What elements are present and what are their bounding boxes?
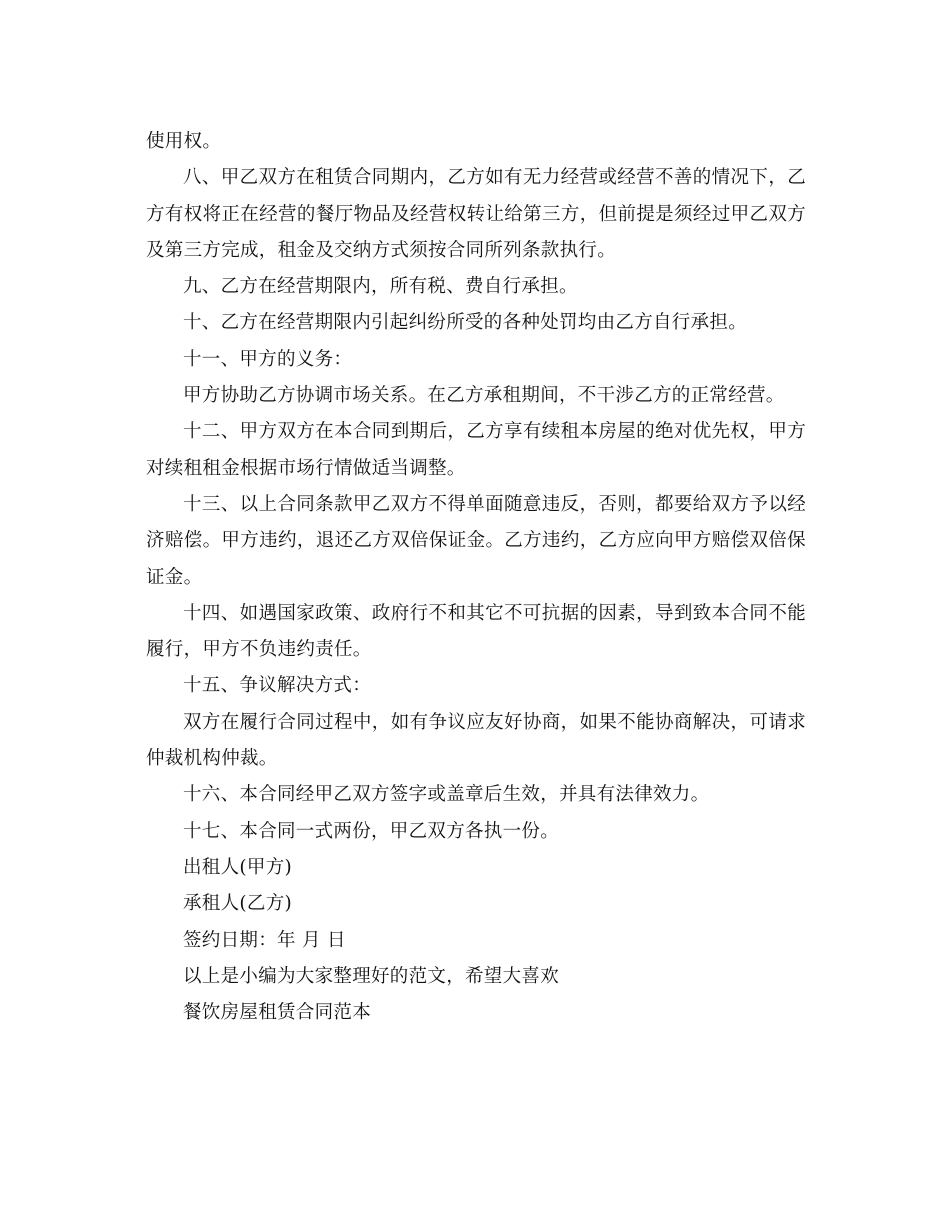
clause-15-body: 双方在履行合同过程中，如有争议应友好协商，如果不能协商解决，可请求仲裁机构仲裁。 [146,711,806,770]
document-body [146,124,806,1031]
closing-note: 以上是小编为大家整理好的范文，希望大喜欢 [183,965,560,987]
paragraph-usage-right-end: 使用权。 [146,131,222,152]
clause-11-body: 甲方协助乙方协调市场关系。在乙方承租期间，不干涉乙方的正常经营。 [183,385,785,407]
clause-8: 八、甲乙双方在租赁合同期内，乙方如有无力经营或经营不善的情况下，乙方有权将正在经营的餐厅物品及经营权转让给第三方，但前提是须经过甲乙双方及第三方完成，租金及交纳方式须按合同所列条款执行。 [146,167,806,261]
clause-11-heading: 十一、甲方的义务： [183,348,353,370]
clause-10: 十、乙方在经营期限内引起纠纷所受的各种处罚均由乙方自行承担。 [183,312,748,334]
clause-17: 十七、本合同一式两份，甲乙双方各执一份。 [183,820,560,842]
clause-15-heading: 十五、争议解决方式： [183,675,372,697]
document-title-footer: 餐饮房屋租赁合同范本 [183,1002,372,1024]
clause-9: 九、乙方在经营期限内，所有税、费自行承担。 [183,276,578,298]
lessor-signature-line: 出租人(甲方) [183,856,293,878]
lessee-signature-line: 承租人(乙方) [183,893,293,915]
clause-14: 十四、如遇国家政策、政府行不和其它不可抗据的因素，导到致本合同不能履行，甲方不负违约责任。 [146,602,806,661]
signing-date-line: 签约日期：年 月 日 [183,929,346,951]
clause-12: 十二、甲方双方在本合同到期后，乙方享有续租本房屋的绝对优先权，甲方对续租租金根据市场行情做适当调整。 [146,421,806,479]
clause-13: 十三、以上合同条款甲乙双方不得单面随意违反，否则，都要给双方予以经济赔偿。甲方违约，退还乙方双倍保证金。乙方违约，乙方应向甲方赔偿双倍保证金。 [146,493,806,588]
clause-16: 十六、本合同经甲乙双方签字或盖章后生效，并具有法律效力。 [183,784,710,806]
